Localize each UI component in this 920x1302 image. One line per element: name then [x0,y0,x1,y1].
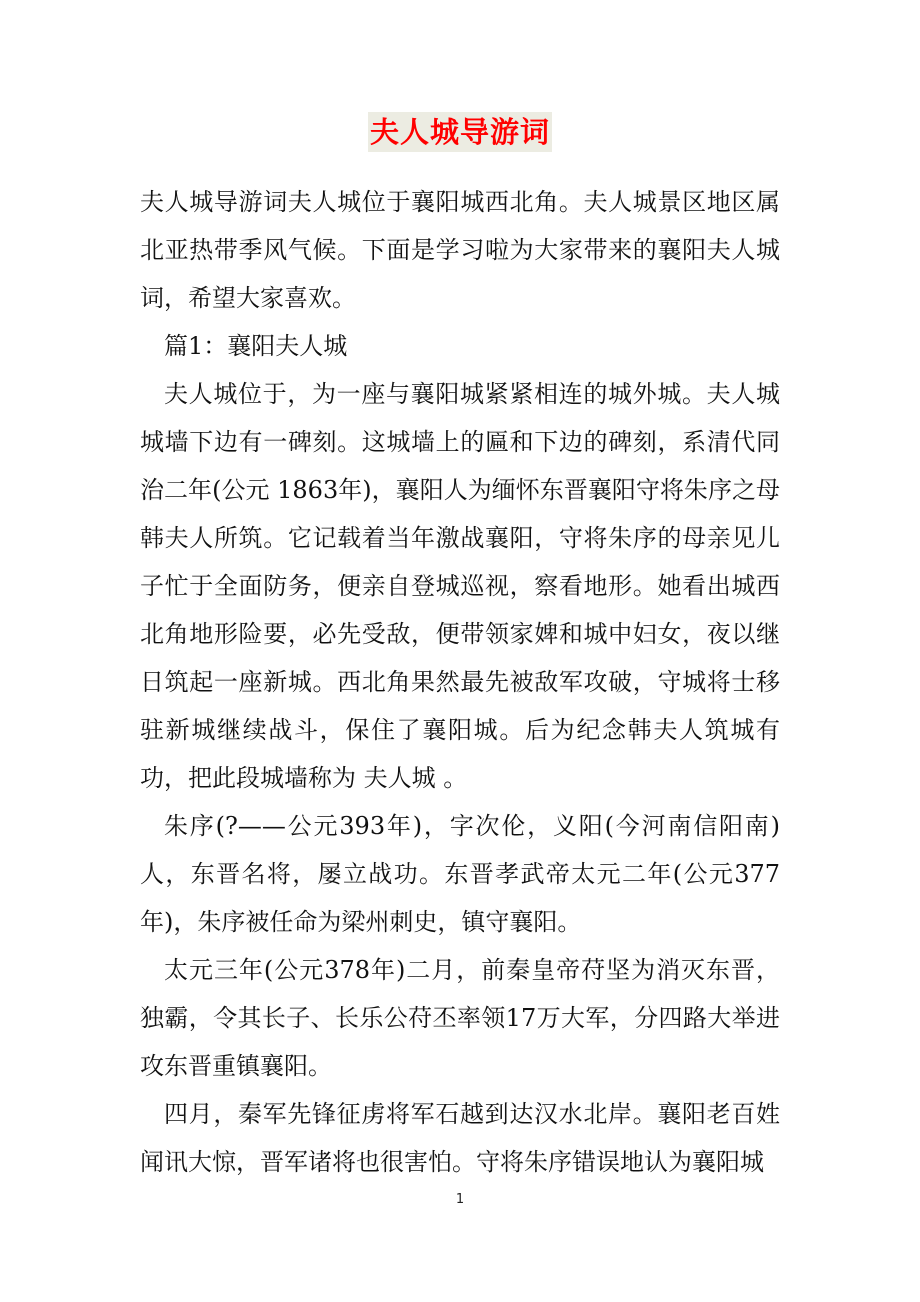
title-container [0,112,920,152]
paragraph-intro: 夫人城导游词夫人城位于襄阳城西北角。夫人城景区地区属北亚热带季风气候。下面是学习啦为大家带来的襄阳夫人城词，希望大家喜欢。 [140,188,780,312]
paragraph-section-heading: 篇1：襄阳夫人城 [164,332,348,360]
paragraph-history: 夫人城位于，为一座与襄阳城紧紧相连的城外城。夫人城城墙下边有一碑刻。这城墙上的匾和下边的碑刻，系清代同治二年(公元 1863年)，襄阳人为缅怀东晋襄阳守将朱序之母韩夫人所筑。它记载着当年激战襄阳，守将朱序的母亲见儿子忙于全面防务，便亲自登城巡视，察看地形。她看出城西北角地形险要，必先受敌，便带领家婢和城中妇女，夜以继日筑起一座新城。西北角果然最先被敌军攻破，守城将士移驻新城继续战斗，保住了襄阳城。后为纪念韩夫人筑城有功，把此段城墙称为 夫人城 。 [140,380,780,792]
paragraph-zhu-xu: 朱序(?——公元393年)，字次伦，义阳(今河南信阳南)人，东晋名将，屡立战功。东晋孝武帝太元二年(公元377年)，朱序被任命为梁州刺史，镇守襄阳。 [140,812,780,936]
paragraph-april: 四月，秦军先锋征虏将军石越到达汉水北岸。襄阳老百姓闻讯大惊，晋军诸将也很害怕。守将朱序错误地认为襄阳城 [140,1100,780,1176]
paragraph-taiyuan: 太元三年(公元378年)二月，前秦皇帝苻坚为消灭东晋，独霸，令其长子、长乐公苻丕率领17万大军，分四路大举进攻东晋重镇襄阳。 [140,956,780,1080]
document-title: 夫人城导游词 [368,112,552,152]
page-number: 1 [455,1192,465,1207]
document-body [140,178,780,1186]
